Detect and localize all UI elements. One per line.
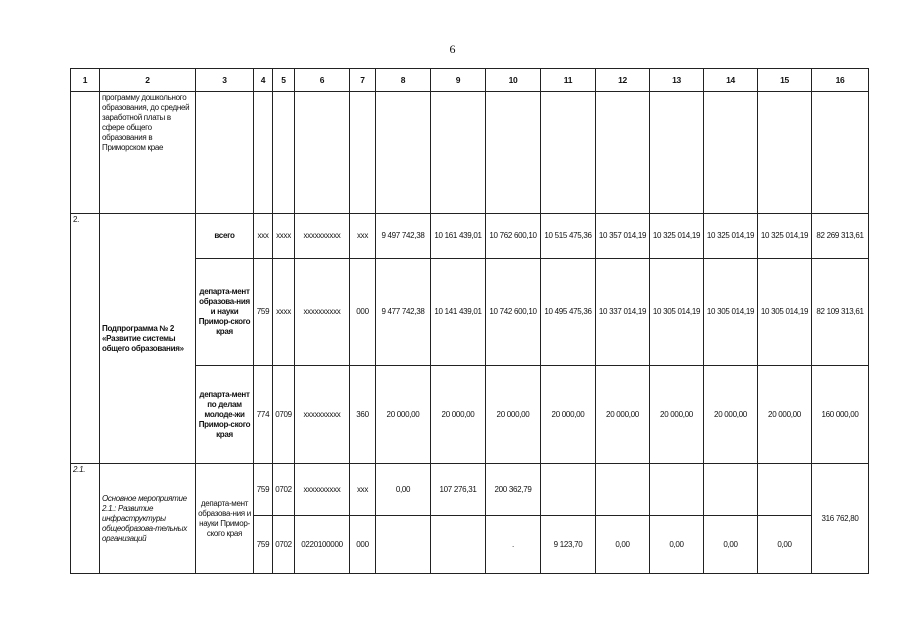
cell: хххххххххх: [295, 366, 350, 464]
cell: [196, 92, 254, 214]
subprogram-name: Подпрограмма № 2 «Развитие системы общего образования»: [100, 214, 196, 464]
value-cell: 9 123,70: [541, 516, 596, 574]
value-cell: 10 337 014,19: [596, 259, 650, 366]
row-number: 2.1.: [71, 464, 100, 574]
value-cell: 10 325 014,19: [758, 214, 812, 259]
cell: 759: [254, 516, 273, 574]
cell: [596, 92, 650, 214]
col-header: 13: [650, 69, 704, 92]
value-cell: 9 477 742,38: [376, 259, 431, 366]
value-cell: [650, 464, 704, 516]
cell: 0702: [273, 516, 295, 574]
value-cell: 0,00: [650, 516, 704, 574]
page-number: 6: [449, 42, 456, 56]
measure-name: Основное мероприятие 2.1.: Развитие инфраструктуры общеобразова-тельных организаций: [100, 464, 196, 574]
total-cell: 82 109 313,61: [812, 259, 869, 366]
value-cell: 200 362,79: [486, 464, 541, 516]
value-cell: 10 357 014,19: [596, 214, 650, 259]
col-header: 8: [376, 69, 431, 92]
value-cell: [376, 516, 431, 574]
col-header: 3: [196, 69, 254, 92]
cell: 0709: [273, 366, 295, 464]
table-row: [71, 464, 869, 516]
value-cell: 10 495 475,36: [541, 259, 596, 366]
value-cell: 10 762 600,10: [486, 214, 541, 259]
value-cell: 10 515 475,36: [541, 214, 596, 259]
value-cell: .: [486, 516, 541, 574]
cell: [541, 92, 596, 214]
value-cell: 20 000,00: [758, 366, 812, 464]
cell: [758, 92, 812, 214]
value-cell: 10 141 439,01: [431, 259, 486, 366]
value-cell: 20 000,00: [596, 366, 650, 464]
value-cell: [758, 464, 812, 516]
value-cell: 20 000,00: [486, 366, 541, 464]
cell: 000: [350, 259, 376, 366]
cell: [650, 92, 704, 214]
value-cell: 10 325 014,19: [650, 214, 704, 259]
executor: всего: [196, 214, 254, 259]
col-header: 14: [704, 69, 758, 92]
executor: департа-мент образова-ния и науки Примор-ского края: [196, 464, 254, 574]
value-cell: 10 161 439,01: [431, 214, 486, 259]
cell: 774: [254, 366, 273, 464]
value-cell: 10 305 014,19: [704, 259, 758, 366]
cell: хххххххххх: [295, 464, 350, 516]
value-cell: 107 276,31: [431, 464, 486, 516]
cell: [71, 92, 100, 214]
cell: [486, 92, 541, 214]
cell: хххх: [273, 259, 295, 366]
cell: хххххххххх: [295, 214, 350, 259]
value-cell: [431, 516, 486, 574]
cell: хххххххххх: [295, 259, 350, 366]
col-header: 12: [596, 69, 650, 92]
table-row: [71, 214, 869, 259]
cell: 360: [350, 366, 376, 464]
value-cell: 0,00: [376, 464, 431, 516]
executor: департа-мент образова-ния и науки Примор-ского края: [196, 259, 254, 366]
table-row: [71, 92, 869, 214]
col-header: 2: [100, 69, 196, 92]
cell: 759: [254, 464, 273, 516]
row-number: 2.: [71, 214, 100, 464]
col-header: 1: [71, 69, 100, 92]
col-header: 9: [431, 69, 486, 92]
value-cell: 10 305 014,19: [650, 259, 704, 366]
cell: 759: [254, 259, 273, 366]
total-cell: 82 269 313,61: [812, 214, 869, 259]
value-cell: 0,00: [596, 516, 650, 574]
value-cell: 10 325 014,19: [704, 214, 758, 259]
value-cell: 10 305 014,19: [758, 259, 812, 366]
col-header: 10: [486, 69, 541, 92]
col-header: 15: [758, 69, 812, 92]
value-cell: 20 000,00: [650, 366, 704, 464]
cell: [254, 92, 273, 214]
col-header: 16: [812, 69, 869, 92]
cell: [273, 92, 295, 214]
value-cell: 0,00: [704, 516, 758, 574]
value-cell: 20 000,00: [376, 366, 431, 464]
cell: [431, 92, 486, 214]
cell: [295, 92, 350, 214]
value-cell: [704, 464, 758, 516]
col-header: 6: [295, 69, 350, 92]
col-header: 5: [273, 69, 295, 92]
total-cell: 316 762,80: [812, 464, 869, 574]
value-cell: 20 000,00: [431, 366, 486, 464]
cell: 0220100000: [295, 516, 350, 574]
value-cell: [596, 464, 650, 516]
cell: ххх: [254, 214, 273, 259]
cell: [350, 92, 376, 214]
value-cell: [541, 464, 596, 516]
cell: [812, 92, 869, 214]
executor: департа-мент по делам молоде-жи Примор-ского края: [196, 366, 254, 464]
value-cell: 20 000,00: [704, 366, 758, 464]
cell: 000: [350, 516, 376, 574]
measure-name-continued: программу дошкольного образования, до средней заработной платы в сфере общего образования в Приморском крае: [100, 92, 196, 214]
value-cell: 0,00: [758, 516, 812, 574]
value-cell: 10 742 600,10: [486, 259, 541, 366]
budget-table: [70, 68, 869, 574]
column-number-row: [71, 69, 869, 92]
cell: 0702: [273, 464, 295, 516]
value-cell: 20 000,00: [541, 366, 596, 464]
cell: хххх: [273, 214, 295, 259]
total-cell: 160 000,00: [812, 366, 869, 464]
cell: [376, 92, 431, 214]
col-header: 7: [350, 69, 376, 92]
cell: ххх: [350, 464, 376, 516]
cell: [704, 92, 758, 214]
value-cell: 9 497 742,38: [376, 214, 431, 259]
cell: ххх: [350, 214, 376, 259]
col-header: 11: [541, 69, 596, 92]
col-header: 4: [254, 69, 273, 92]
